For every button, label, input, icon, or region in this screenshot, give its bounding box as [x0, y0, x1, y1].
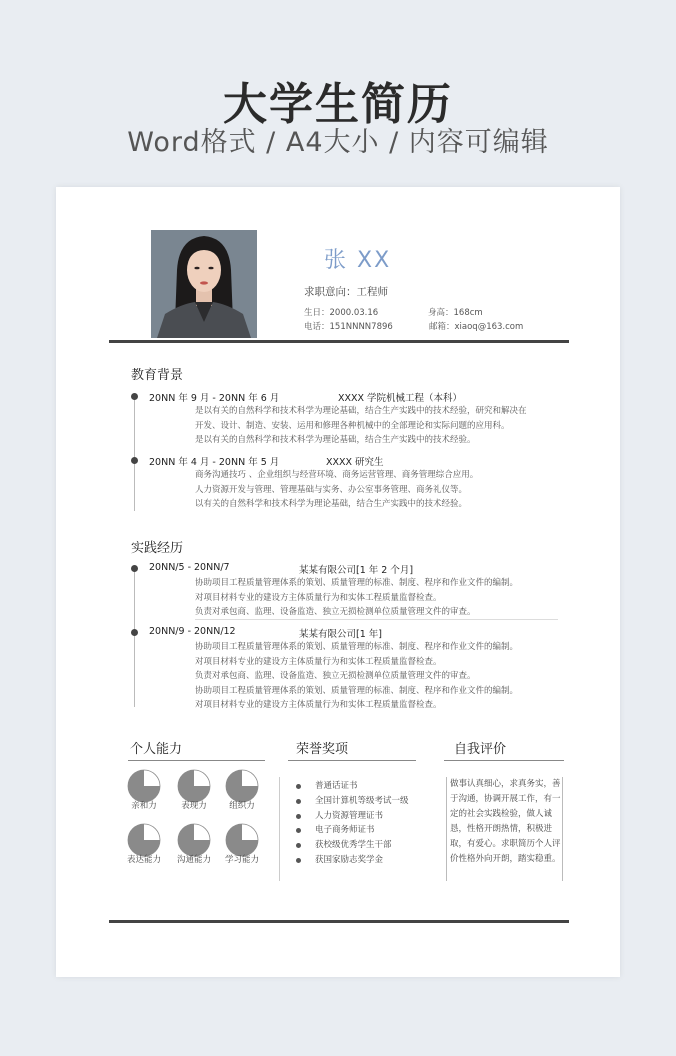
column-separator: [279, 777, 280, 881]
self-eval-title: 自我评价: [454, 742, 507, 757]
award-item: [296, 794, 409, 809]
bullet-icon: [296, 814, 301, 819]
ability-label: 沟通能力: [176, 855, 211, 865]
ability-pie-chart: [177, 823, 211, 857]
education-timeline: [134, 395, 135, 511]
ability-pie-item: [124, 823, 164, 865]
phone-info: 电话：151NNNN7896: [304, 322, 393, 332]
practice-entry-1-desc: [195, 576, 518, 620]
award-label: 普通话证书: [315, 781, 358, 791]
bullet-icon: [296, 784, 301, 789]
ability-pie-chart: [225, 769, 259, 803]
edu-period: 20NN 年 4 月 - 20NN 年 5 月: [149, 457, 280, 468]
job-intent: 求职意向：工程师: [304, 286, 388, 298]
footer-divider: [109, 920, 569, 923]
ability-label: 表现力: [181, 801, 207, 811]
height-info: 身高：168cm: [428, 308, 483, 318]
edu-entry-2-desc: [195, 468, 478, 512]
banner-title: 大学生简历: [223, 79, 453, 130]
edu-org: XXXX 学院机械工程（本科）: [338, 393, 463, 404]
ability-pie-chart: [177, 769, 211, 803]
awards-list: [296, 779, 409, 868]
banner-subtitle: Word格式 / A4大小 / 内容可编辑: [127, 127, 549, 158]
desc-line: 商务沟通技巧 、企业组织与经营环境、商务运营管理、商务管理综合应用。: [195, 470, 479, 480]
awards-title: 荣誉奖项: [296, 742, 349, 757]
desc-line: 负责对承包商、监理、设备监造、独立无损检测单位质量管理文件的审查。: [195, 671, 476, 682]
awards-underline: [288, 760, 416, 761]
practice-timeline: [134, 567, 135, 707]
header-divider: [109, 340, 569, 343]
timeline-dot: [131, 629, 138, 636]
bullet-icon: [296, 828, 301, 833]
ability-pie-item: [174, 823, 214, 865]
timeline-dot: [131, 393, 138, 400]
edu-entry-1-desc: [195, 404, 527, 448]
edu-period: 20NN 年 9 月 - 20NN 年 6 月: [149, 393, 280, 404]
timeline-dot: [131, 565, 138, 572]
ability-pie-item: [124, 769, 164, 811]
award-label: 电子商务师证书: [315, 825, 375, 836]
award-label: 全国计算机等级考试一级: [315, 795, 409, 806]
bullet-icon: [296, 843, 301, 848]
ability-label: 组织力: [229, 801, 255, 811]
desc-line: 是以有关的自然科学和技术科学为理论基础，结合生产实践中的技术经验，研究和解决在: [195, 406, 527, 416]
education-title: 教育背景: [131, 368, 184, 383]
email-info: 邮箱：xiaoq@163.com: [429, 322, 524, 332]
practice-entry-1-head: [149, 562, 414, 576]
practice-title: 实践经历: [131, 541, 184, 556]
award-label: 获国家励志奖学金: [315, 854, 384, 865]
edu-org: XXXX 研究生: [326, 457, 384, 468]
desc-line: 协助项目工程质量管理体系的策划、质量管理的标准、制度、程序和作业文件的编制。: [195, 642, 519, 652]
practice-period: 20NN/9 - 20NN/12: [149, 626, 236, 637]
award-item: [296, 838, 409, 853]
award-label: 获校级优秀学生干部: [315, 840, 392, 851]
practice-org: 某某有限公司[1 年]: [299, 629, 382, 640]
practice-period: 20NN/5 - 20NN/7: [149, 562, 230, 573]
timeline-dot: [131, 457, 138, 464]
desc-line: 对项目材料专业的建设方主体质量行为和实体工程质量监督检查。: [195, 592, 442, 603]
ability-label: 亲和力: [131, 801, 157, 811]
practice-entry-2-head: [149, 626, 382, 640]
practice-org: 某某有限公司[1 年 2 个月]: [299, 565, 414, 576]
award-item: [296, 853, 409, 868]
candidate-name: 张 XX: [324, 248, 392, 273]
desc-line: 协助项目工程质量管理体系的策划、质量管理的标准、制度、程序和作业文件的编制。: [195, 685, 519, 696]
ability-pie-chart: [127, 823, 161, 857]
award-item: [296, 809, 409, 824]
desc-line: 以有关的自然科学和技术科学为理论基础，结合生产实践中的技术经验。: [195, 499, 468, 510]
desc-line: 负责对承包商、监理、设备监造、独立无损检测单位质量管理文件的审查。: [195, 607, 476, 618]
resume-page: [56, 187, 620, 977]
bullet-icon: [296, 858, 301, 863]
bullet-icon: [296, 799, 301, 804]
award-label: 人力资源管理证书: [315, 810, 384, 821]
self-eval-underline: [444, 760, 564, 761]
desc-line: 对项目材料专业的建设方主体质量行为和实体工程质量监督检查。: [195, 700, 442, 711]
entry-divider: [195, 619, 558, 620]
desc-line: 是以有关的自然科学和技术科学为理论基础，结合生产实践中的技术经验。: [195, 435, 476, 446]
ability-pie-item: [222, 823, 262, 865]
award-item: [296, 779, 409, 794]
abilities-title: 个人能力: [130, 742, 183, 757]
profile-photo: [151, 230, 257, 338]
edu-entry-1-head: [149, 390, 463, 404]
ability-pie-chart: [127, 769, 161, 803]
abilities-underline: [128, 760, 265, 761]
desc-line: 开发、设计、制造、安装、运用和修理各种机械中的全部理论和实际问题的应用科。: [195, 420, 510, 431]
practice-entry-2-desc: [195, 640, 518, 713]
ability-pie-chart: [225, 823, 259, 857]
edu-entry-2-head: [149, 454, 384, 468]
desc-line: 对项目材料专业的建设方主体质量行为和实体工程质量监督检查。: [195, 656, 442, 667]
desc-line: 协助项目工程质量管理体系的策划、质量管理的标准、制度、程序和作业文件的编制。: [195, 578, 519, 588]
birth-info: 生日：2000.03.16: [304, 308, 379, 318]
ability-label: 学习能力: [224, 855, 259, 865]
self-eval-text: 做事认真细心，求真务实，善于沟通，协调开展工作，有一定的社会实践检验，做人诚恳，性格开朗热情，积极进取，有爱心。求职简历个人评价性格外向开朗，踏实稳重。: [446, 777, 563, 881]
desc-line: 人力资源开发与管理、管理基础与实务、办公室事务管理、商务礼仪等。: [195, 484, 468, 495]
award-item: [296, 823, 409, 838]
ability-pie-item: [174, 769, 214, 811]
ability-pie-item: [222, 769, 262, 811]
ability-label: 表达能力: [126, 855, 161, 865]
